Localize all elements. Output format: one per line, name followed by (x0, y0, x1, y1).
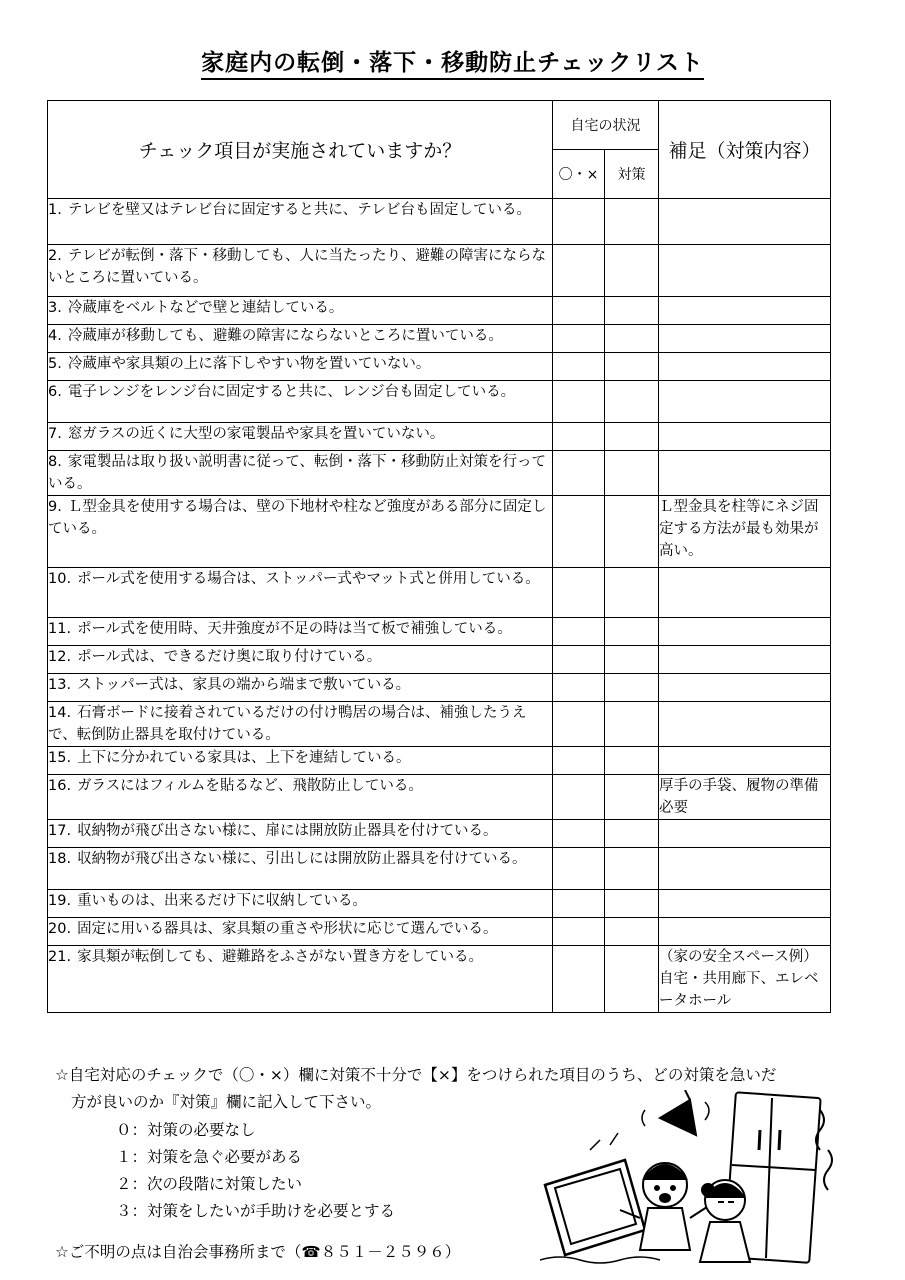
table-row (48, 646, 831, 674)
table-row (48, 848, 831, 890)
header-check-items: チェック項目が実施されていますか？ (48, 101, 553, 199)
header-note: 補足（対策内容） (659, 101, 831, 199)
note-cell (659, 848, 831, 890)
item-text: 窓ガラスの近くに大型の家電製品や家具を置いていない。 (67, 426, 445, 442)
item-number: 13. (48, 677, 72, 693)
check-item (48, 918, 553, 946)
item-text: 冷蔵庫が移動しても、避難の障害にならないところに置いている。 (67, 328, 503, 344)
ox-cell[interactable] (553, 918, 605, 946)
measure-cell[interactable] (605, 245, 659, 297)
check-item (48, 245, 553, 297)
ox-cell[interactable] (553, 890, 605, 918)
item-text: ガラスにはフィルムを貼るなど、飛散防止している。 (77, 778, 423, 794)
table-row (48, 618, 831, 646)
priority-levels (116, 1117, 395, 1225)
ox-cell[interactable] (553, 702, 605, 747)
check-item (48, 423, 553, 451)
item-text: Ｌ型金具を使用する場合は、壁の下地材や柱など強度がある部分に固定している。 (48, 499, 547, 537)
item-number: 16. (48, 778, 72, 794)
note-cell: （家の安全スペース例）自宅・共用廊下、エレベータホール (659, 946, 831, 1013)
item-number: 12. (48, 649, 72, 665)
table-row (48, 918, 831, 946)
item-text: ポール式を使用時、天井強度が不足の時は当て板で補強している。 (77, 621, 512, 637)
check-item (48, 381, 553, 423)
item-text: ストッパー式は、家具の端から端まで敷いている。 (77, 677, 411, 693)
note-cell (659, 325, 831, 353)
measure-cell[interactable] (605, 890, 659, 918)
measure-cell[interactable] (605, 946, 659, 1013)
tv-icon (545, 1133, 645, 1255)
level-3: ３：対策をしたいが手助けを必要とする (116, 1202, 396, 1220)
check-item (48, 325, 553, 353)
measure-cell[interactable] (605, 747, 659, 775)
measure-cell[interactable] (605, 381, 659, 423)
table-row (48, 946, 831, 1013)
ox-cell[interactable] (553, 297, 605, 325)
table-row (48, 245, 831, 297)
item-number: 20. (48, 921, 72, 937)
level-1: １：対策を急ぐ必要がある (116, 1148, 303, 1166)
item-number: 5. (48, 356, 62, 372)
note-cell (659, 353, 831, 381)
measure-cell[interactable] (605, 674, 659, 702)
item-text: 石膏ボードに接着されているだけの付け鴨居の場合は、補強したうえで、転倒防止器具を取付けている。 (48, 705, 527, 743)
table-row (48, 702, 831, 747)
item-number: 8. (48, 454, 62, 470)
item-text: 収納物が飛び出さない様に、引出しには開放防止器具を付けている。 (77, 851, 527, 867)
ox-cell[interactable] (553, 381, 605, 423)
item-number: 19. (48, 893, 72, 909)
measure-cell[interactable] (605, 423, 659, 451)
measure-cell[interactable] (605, 775, 659, 820)
check-item (48, 199, 553, 245)
note-cell (659, 381, 831, 423)
item-number: 11. (48, 621, 72, 637)
check-item (48, 618, 553, 646)
table-row (48, 674, 831, 702)
table-row (48, 423, 831, 451)
ox-cell[interactable] (553, 618, 605, 646)
ox-cell[interactable] (553, 353, 605, 381)
note-cell: Ｌ型金具を柱等にネジ固定する方法が最も効果が高い。 (659, 496, 831, 568)
item-number: 3. (48, 300, 62, 316)
table-row (48, 568, 831, 618)
title-text: 家庭内の転倒・落下・移動防止チェックリスト (201, 50, 704, 80)
check-item (48, 747, 553, 775)
item-text: 上下に分かれている家具は、上下を連結している。 (77, 750, 411, 766)
note-cell (659, 918, 831, 946)
contact-info: ☆ご不明の点は自治会事務所まで（☎８５１－２５９６） (55, 1243, 461, 1261)
item-number: 21. (48, 949, 72, 965)
earthquake-illustration (540, 1090, 840, 1270)
instruction-line-1: ☆自宅対応のチェックで（〇・×）欄に対策不十分で【×】をつけられた項目のうち、どの対策を急いだ (55, 1066, 777, 1084)
table-row (48, 451, 831, 496)
item-text: 収納物が飛び出さない様に、扉には開放防止器具を付けている。 (77, 823, 498, 839)
measure-cell[interactable] (605, 353, 659, 381)
item-number: 4. (48, 328, 62, 344)
table-row (48, 297, 831, 325)
page-title (0, 44, 905, 77)
check-item (48, 568, 553, 618)
item-number: 9. (48, 499, 62, 515)
ox-cell[interactable] (553, 674, 605, 702)
note-cell (659, 747, 831, 775)
item-text: ポール式は、できるだけ奥に取り付けている。 (77, 649, 382, 665)
item-text: 家具類が転倒しても、避難路をふさがない置き方をしている。 (77, 949, 484, 965)
measure-cell[interactable] (605, 568, 659, 618)
ox-cell[interactable] (553, 747, 605, 775)
item-number: 6. (48, 384, 62, 400)
check-item (48, 775, 553, 820)
check-item (48, 451, 553, 496)
checklist-table (47, 100, 831, 1013)
note-cell (659, 820, 831, 848)
table-row (48, 890, 831, 918)
ox-cell[interactable] (553, 325, 605, 353)
ox-cell[interactable] (553, 199, 605, 245)
check-item (48, 297, 553, 325)
ox-cell[interactable] (553, 568, 605, 618)
header-home-status: 自宅の状況 (553, 101, 659, 150)
table-row (48, 199, 831, 245)
table-row (48, 353, 831, 381)
check-item (48, 946, 553, 1013)
ox-cell[interactable] (553, 820, 605, 848)
ox-cell[interactable] (553, 775, 605, 820)
measure-cell[interactable] (605, 918, 659, 946)
table-row (48, 496, 831, 568)
note-cell (659, 568, 831, 618)
item-text: 重いものは、出来るだけ下に収納している。 (77, 893, 368, 909)
measure-cell[interactable] (605, 646, 659, 674)
note-cell: 厚手の手袋、履物の準備必要 (659, 775, 831, 820)
item-text: 家電製品は取り扱い説明書に従って、転倒・落下・移動防止対策を行っている。 (48, 454, 547, 492)
ox-cell[interactable] (553, 245, 605, 297)
item-number: 18. (48, 851, 72, 867)
table-row (48, 775, 831, 820)
item-number: 2. (48, 248, 62, 264)
item-text: 冷蔵庫をベルトなどで壁と連結している。 (67, 300, 344, 316)
item-number: 7. (48, 426, 62, 442)
item-text: テレビが転倒・落下・移動しても、人に当たったり、避難の障害にならないところに置いている。 (48, 248, 547, 286)
item-text: ポール式を使用する場合は、ストッパー式やマット式と併用している。 (77, 571, 540, 587)
item-text: 電子レンジをレンジ台に固定すると共に、レンジ台も固定している。 (67, 384, 516, 400)
ox-cell[interactable] (553, 646, 605, 674)
instruction-line-2: 方が良いのか『対策』欄に記入して下さい。 (71, 1093, 382, 1111)
item-number: 1. (48, 202, 62, 218)
ox-cell[interactable] (553, 451, 605, 496)
note-cell (659, 674, 831, 702)
measure-cell[interactable] (605, 496, 659, 568)
check-item (48, 890, 553, 918)
note-cell (659, 423, 831, 451)
table-row (48, 381, 831, 423)
check-item (48, 646, 553, 674)
girl-icon (700, 1180, 750, 1262)
item-text: 固定に用いる器具は、家具類の重さや形状に応じて選んでいる。 (77, 921, 498, 937)
ox-cell[interactable] (553, 423, 605, 451)
measure-cell[interactable] (605, 702, 659, 747)
table-row (48, 820, 831, 848)
table-row (48, 747, 831, 775)
note-cell (659, 702, 831, 747)
check-item (48, 353, 553, 381)
table-row (48, 325, 831, 353)
check-item (48, 848, 553, 890)
note-cell (659, 618, 831, 646)
check-item (48, 674, 553, 702)
ox-cell[interactable] (553, 496, 605, 568)
ox-cell[interactable] (553, 848, 605, 890)
measure-cell[interactable] (605, 451, 659, 496)
measure-cell[interactable] (605, 199, 659, 245)
item-number: 17. (48, 823, 72, 839)
item-number: 10. (48, 571, 72, 587)
note-cell (659, 245, 831, 297)
level-0: ０：対策の必要なし (116, 1121, 256, 1139)
level-2: ２：次の段階に対策したい (116, 1175, 303, 1193)
measure-cell[interactable] (605, 820, 659, 848)
measure-cell[interactable] (605, 618, 659, 646)
measure-cell[interactable] (605, 325, 659, 353)
note-cell (659, 451, 831, 496)
item-text: テレビを壁又はテレビ台に固定すると共に、テレビ台も固定している。 (67, 202, 531, 218)
check-item (48, 820, 553, 848)
note-cell (659, 199, 831, 245)
check-item (48, 496, 553, 568)
header-measure: 対策 (605, 150, 659, 199)
note-cell (659, 297, 831, 325)
ox-cell[interactable] (553, 946, 605, 1013)
note-cell (659, 646, 831, 674)
measure-cell[interactable] (605, 848, 659, 890)
note-cell (659, 890, 831, 918)
check-item (48, 702, 553, 747)
lamp-icon (642, 1090, 709, 1135)
item-text: 冷蔵庫や家具類の上に落下しやすい物を置いていない。 (67, 356, 431, 372)
item-number: 14. (48, 705, 72, 721)
shake-line-icon (540, 1257, 660, 1263)
header-ox: 〇・× (553, 150, 605, 199)
measure-cell[interactable] (605, 297, 659, 325)
item-number: 15. (48, 750, 72, 766)
